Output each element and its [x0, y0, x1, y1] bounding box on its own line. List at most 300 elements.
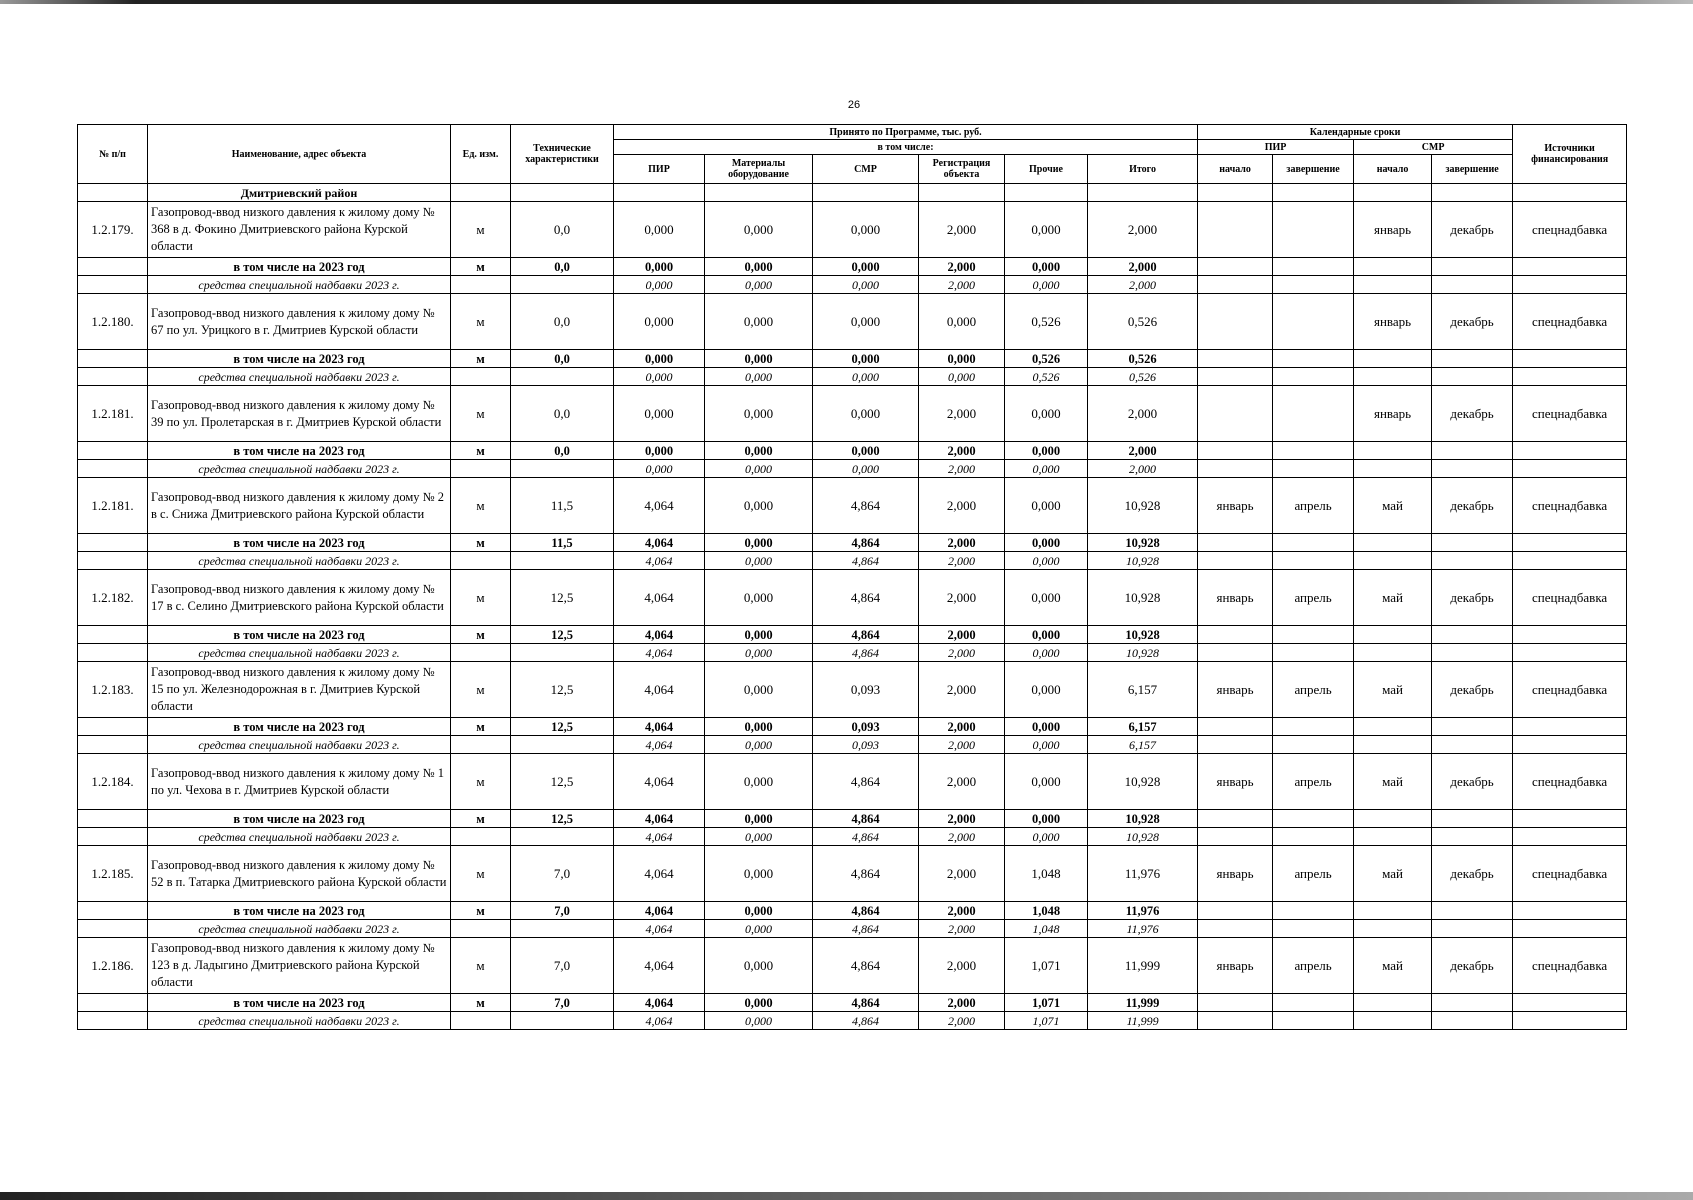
other-value: 1,048: [1005, 920, 1088, 938]
unit: м: [451, 626, 511, 644]
empty-cell: [451, 828, 511, 846]
registration-value: 2,000: [919, 442, 1005, 460]
empty-cell: [1354, 460, 1432, 478]
empty-cell: [1513, 736, 1627, 754]
row-number: 1.2.183.: [78, 662, 148, 718]
materials-value: 0,000: [705, 258, 813, 276]
pir-value: 4,064: [614, 754, 705, 810]
empty-cell: [451, 1012, 511, 1030]
empty-cell: [1432, 368, 1513, 386]
unit: м: [451, 350, 511, 368]
empty-cell: [1432, 828, 1513, 846]
total-value: 11,976: [1088, 846, 1198, 902]
unit: м: [451, 442, 511, 460]
smr-start: май: [1354, 938, 1432, 994]
special-funds-label: средства специальной надбавки 2023 г.: [148, 368, 451, 386]
header-cal-pir: ПИР: [1198, 140, 1354, 155]
pir-end: апрель: [1273, 846, 1354, 902]
header-including: в том числе:: [614, 140, 1198, 155]
tech-value: 12,5: [511, 718, 614, 736]
pir-value: 4,064: [614, 1012, 705, 1030]
empty-cell: [1513, 460, 1627, 478]
object-name: Газопровод-ввод низкого давления к жилому дому № 2 в с. Снижа Дмитриевского района Курской области: [148, 478, 451, 534]
empty-cell: [1273, 736, 1354, 754]
total-value: 2,000: [1088, 258, 1198, 276]
empty-cell: [78, 442, 148, 460]
empty-cell: [1432, 1012, 1513, 1030]
registration-value: 2,000: [919, 736, 1005, 754]
special-funds-label: средства специальной надбавки 2023 г.: [148, 828, 451, 846]
smr-value: 0,000: [813, 368, 919, 386]
tech-value: 0,0: [511, 442, 614, 460]
total-value: 10,928: [1088, 644, 1198, 662]
empty-cell: [78, 736, 148, 754]
empty-cell: [1198, 718, 1273, 736]
smr-value: 0,000: [813, 202, 919, 258]
empty-cell: [451, 644, 511, 662]
subtotal-label: в том числе на 2023 год: [148, 902, 451, 920]
tech-value: 0,0: [511, 294, 614, 350]
smr-value: 4,864: [813, 846, 919, 902]
other-value: 0,526: [1005, 350, 1088, 368]
empty-cell: [1432, 534, 1513, 552]
other-value: 0,000: [1005, 258, 1088, 276]
materials-value: 0,000: [705, 902, 813, 920]
smr-end: декабрь: [1432, 938, 1513, 994]
smr-start: январь: [1354, 294, 1432, 350]
empty-cell: [1354, 736, 1432, 754]
table-row: [78, 294, 1627, 350]
empty-cell: [1273, 644, 1354, 662]
smr-end: декабрь: [1432, 662, 1513, 718]
year-subtotal-row: [78, 350, 1627, 368]
empty-cell: [1273, 276, 1354, 294]
special-funds-label: средства специальной надбавки 2023 г.: [148, 920, 451, 938]
registration-value: 2,000: [919, 828, 1005, 846]
row-number: 1.2.186.: [78, 938, 148, 994]
empty-cell: [1432, 736, 1513, 754]
pir-value: 0,000: [614, 202, 705, 258]
registration-value: 2,000: [919, 994, 1005, 1012]
empty-cell: [1273, 534, 1354, 552]
page-number: 26: [847, 99, 861, 111]
funding-source: спецнадбавка: [1513, 846, 1627, 902]
empty-cell: [1354, 902, 1432, 920]
header-unit: Ед. изм.: [451, 125, 511, 184]
registration-value: 2,000: [919, 534, 1005, 552]
total-value: 11,999: [1088, 1012, 1198, 1030]
empty-cell: [1198, 552, 1273, 570]
empty-cell: [1198, 442, 1273, 460]
materials-value: 0,000: [705, 534, 813, 552]
empty-cell: [1513, 1012, 1627, 1030]
pir-start: [1198, 202, 1273, 258]
pir-value: 4,064: [614, 718, 705, 736]
total-value: 2,000: [1088, 460, 1198, 478]
empty-cell: [1273, 552, 1354, 570]
empty-cell: [1513, 994, 1627, 1012]
empty-cell: [1354, 718, 1432, 736]
header-name: Наименование, адрес объекта: [148, 125, 451, 184]
empty-cell: [78, 902, 148, 920]
row-number: 1.2.181.: [78, 478, 148, 534]
empty-cell: [1354, 258, 1432, 276]
empty-cell: [1513, 258, 1627, 276]
empty-cell: [1273, 1012, 1354, 1030]
special-funds-row: [78, 1012, 1627, 1030]
empty-cell: [1513, 442, 1627, 460]
smr-start: январь: [1354, 386, 1432, 442]
unit: м: [451, 294, 511, 350]
empty-cell: [1432, 276, 1513, 294]
smr-start: май: [1354, 662, 1432, 718]
empty-cell: [1513, 902, 1627, 920]
pir-value: 0,000: [614, 386, 705, 442]
empty-cell: [1273, 368, 1354, 386]
year-subtotal-row: [78, 442, 1627, 460]
empty-cell: [1432, 810, 1513, 828]
table-body: [78, 184, 1627, 1030]
materials-value: 0,000: [705, 626, 813, 644]
materials-value: 0,000: [705, 846, 813, 902]
row-number: 1.2.181.: [78, 386, 148, 442]
total-value: 11,999: [1088, 938, 1198, 994]
empty-cell: [1198, 350, 1273, 368]
tech-value: 0,0: [511, 258, 614, 276]
special-funds-row: [78, 828, 1627, 846]
other-value: 0,526: [1005, 368, 1088, 386]
table-row: [78, 938, 1627, 994]
materials-value: 0,000: [705, 920, 813, 938]
registration-value: 2,000: [919, 902, 1005, 920]
empty-cell: [1198, 902, 1273, 920]
materials-value: 0,000: [705, 368, 813, 386]
materials-value: 0,000: [705, 442, 813, 460]
pir-end: апрель: [1273, 662, 1354, 718]
empty-cell: [1354, 442, 1432, 460]
empty-cell: [1432, 902, 1513, 920]
other-value: 0,000: [1005, 534, 1088, 552]
total-value: 11,999: [1088, 994, 1198, 1012]
materials-value: 0,000: [705, 736, 813, 754]
empty-cell: [1354, 828, 1432, 846]
empty-cell: [78, 994, 148, 1012]
total-value: 10,928: [1088, 626, 1198, 644]
subtotal-label: в том числе на 2023 год: [148, 350, 451, 368]
empty-cell: [1198, 994, 1273, 1012]
empty-cell: [1513, 276, 1627, 294]
table-row: [78, 662, 1627, 718]
total-value: 6,157: [1088, 736, 1198, 754]
object-name: Газопровод-ввод низкого давления к жилому дому № 52 в п. Татарка Дмитриевского района Курской области: [148, 846, 451, 902]
subtotal-label: в том числе на 2023 год: [148, 810, 451, 828]
table-row: [78, 754, 1627, 810]
pir-end: [1273, 294, 1354, 350]
empty-cell: [1354, 552, 1432, 570]
registration-value: 2,000: [919, 644, 1005, 662]
empty-cell: [1198, 828, 1273, 846]
registration-value: 2,000: [919, 460, 1005, 478]
unit: м: [451, 810, 511, 828]
total-value: 2,000: [1088, 442, 1198, 460]
unit: м: [451, 662, 511, 718]
tech-value: 12,5: [511, 754, 614, 810]
special-funds-label: средства специальной надбавки 2023 г.: [148, 460, 451, 478]
total-value: 0,526: [1088, 368, 1198, 386]
other-value: 0,000: [1005, 386, 1088, 442]
subtotal-label: в том числе на 2023 год: [148, 994, 451, 1012]
empty-cell: [78, 276, 148, 294]
row-number: 1.2.182.: [78, 570, 148, 626]
table-row: [78, 386, 1627, 442]
empty-cell: [511, 1012, 614, 1030]
materials-value: 0,000: [705, 294, 813, 350]
empty-cell: [1273, 920, 1354, 938]
smr-value: 4,864: [813, 828, 919, 846]
header-cal-smr: СМР: [1354, 140, 1513, 155]
smr-value: 4,864: [813, 478, 919, 534]
tech-value: 12,5: [511, 570, 614, 626]
smr-value: 4,864: [813, 754, 919, 810]
empty-cell: [1513, 920, 1627, 938]
smr-end: декабрь: [1432, 570, 1513, 626]
registration-value: 2,000: [919, 478, 1005, 534]
tech-value: 12,5: [511, 810, 614, 828]
smr-value: 4,864: [813, 570, 919, 626]
total-value: 6,157: [1088, 718, 1198, 736]
smr-end: декабрь: [1432, 202, 1513, 258]
materials-value: 0,000: [705, 478, 813, 534]
special-funds-label: средства специальной надбавки 2023 г.: [148, 552, 451, 570]
registration-value: 2,000: [919, 202, 1005, 258]
empty-cell: [451, 276, 511, 294]
object-name: Газопровод-ввод низкого давления к жилому дому № 15 по ул. Железнодорожная в г. Дмитриев Курской области: [148, 662, 451, 718]
empty-cell: [1432, 258, 1513, 276]
empty-cell: [78, 828, 148, 846]
smr-value: 0,000: [813, 276, 919, 294]
empty-cell: [1198, 736, 1273, 754]
empty-cell: [1354, 644, 1432, 662]
materials-value: 0,000: [705, 718, 813, 736]
other-value: 0,000: [1005, 626, 1088, 644]
unit: м: [451, 846, 511, 902]
materials-value: 0,000: [705, 828, 813, 846]
tech-value: 12,5: [511, 626, 614, 644]
registration-value: 2,000: [919, 386, 1005, 442]
year-subtotal-row: [78, 626, 1627, 644]
empty-cell: [511, 920, 614, 938]
registration-value: 2,000: [919, 938, 1005, 994]
empty-cell: [1273, 626, 1354, 644]
table-row: [78, 478, 1627, 534]
special-funds-row: [78, 644, 1627, 662]
tech-value: 0,0: [511, 386, 614, 442]
registration-value: 2,000: [919, 718, 1005, 736]
registration-value: 2,000: [919, 258, 1005, 276]
materials-value: 0,000: [705, 662, 813, 718]
total-value: 11,976: [1088, 920, 1198, 938]
tech-value: 0,0: [511, 202, 614, 258]
empty-cell: [78, 534, 148, 552]
unit: м: [451, 478, 511, 534]
pir-start: январь: [1198, 478, 1273, 534]
other-value: 0,000: [1005, 570, 1088, 626]
funding-source: спецнадбавка: [1513, 478, 1627, 534]
total-value: 10,928: [1088, 754, 1198, 810]
empty-cell: [1198, 534, 1273, 552]
empty-cell: [78, 920, 148, 938]
materials-value: 0,000: [705, 202, 813, 258]
pir-value: 4,064: [614, 626, 705, 644]
smr-value: 4,864: [813, 902, 919, 920]
other-value: 0,000: [1005, 442, 1088, 460]
year-subtotal-row: [78, 902, 1627, 920]
registration-value: 2,000: [919, 754, 1005, 810]
pir-value: 4,064: [614, 552, 705, 570]
pir-value: 4,064: [614, 736, 705, 754]
smr-end: декабрь: [1432, 846, 1513, 902]
tech-value: 7,0: [511, 846, 614, 902]
special-funds-label: средства специальной надбавки 2023 г.: [148, 1012, 451, 1030]
other-value: 1,071: [1005, 994, 1088, 1012]
header-accepted: Принято по Программе, тыс. руб.: [614, 125, 1198, 140]
pir-end: [1273, 202, 1354, 258]
empty-cell: [1198, 810, 1273, 828]
pir-start: январь: [1198, 570, 1273, 626]
header-calendar: Календарные сроки: [1198, 125, 1513, 140]
empty-cell: [1198, 258, 1273, 276]
unit: м: [451, 258, 511, 276]
total-value: 10,928: [1088, 552, 1198, 570]
empty-cell: [451, 460, 511, 478]
empty-cell: [78, 810, 148, 828]
materials-value: 0,000: [705, 994, 813, 1012]
header-tech: Технические характеристики: [511, 125, 614, 184]
registration-value: 2,000: [919, 570, 1005, 626]
empty-cell: [1432, 460, 1513, 478]
total-value: 6,157: [1088, 662, 1198, 718]
empty-cell: [451, 920, 511, 938]
unit: м: [451, 718, 511, 736]
empty-cell: [78, 1012, 148, 1030]
other-value: 1,071: [1005, 1012, 1088, 1030]
other-value: 0,000: [1005, 828, 1088, 846]
empty-cell: [1273, 994, 1354, 1012]
smr-value: 4,864: [813, 626, 919, 644]
header-pir: ПИР: [614, 155, 705, 184]
header-num: № п/п: [78, 125, 148, 184]
other-value: 0,000: [1005, 478, 1088, 534]
registration-value: 2,000: [919, 552, 1005, 570]
smr-end: декабрь: [1432, 386, 1513, 442]
row-number: 1.2.184.: [78, 754, 148, 810]
empty-cell: [1273, 718, 1354, 736]
pir-value: 4,064: [614, 994, 705, 1012]
empty-cell: [1513, 828, 1627, 846]
header-sources: Источники финансирования: [1513, 125, 1627, 184]
special-funds-label: средства специальной надбавки 2023 г.: [148, 276, 451, 294]
funding-source: спецнадбавка: [1513, 754, 1627, 810]
pir-value: 0,000: [614, 276, 705, 294]
other-value: 0,526: [1005, 294, 1088, 350]
funding-source: спецнадбавка: [1513, 202, 1627, 258]
empty-cell: [78, 258, 148, 276]
pir-end: [1273, 386, 1354, 442]
empty-cell: [1513, 534, 1627, 552]
funding-source: спецнадбавка: [1513, 570, 1627, 626]
total-value: 10,928: [1088, 828, 1198, 846]
total-value: 10,928: [1088, 810, 1198, 828]
materials-value: 0,000: [705, 386, 813, 442]
special-funds-row: [78, 920, 1627, 938]
unit: м: [451, 994, 511, 1012]
total-value: 2,000: [1088, 276, 1198, 294]
pir-value: 0,000: [614, 368, 705, 386]
empty-cell: [1513, 644, 1627, 662]
materials-value: 0,000: [705, 1012, 813, 1030]
funding-source: спецнадбавка: [1513, 662, 1627, 718]
empty-cell: [511, 460, 614, 478]
scan-edge-bottom: [0, 1192, 1693, 1200]
special-funds-row: [78, 552, 1627, 570]
table-row: [78, 202, 1627, 258]
smr-start: май: [1354, 478, 1432, 534]
header-total: Итого: [1088, 155, 1198, 184]
empty-cell: [1273, 350, 1354, 368]
pir-value: 4,064: [614, 938, 705, 994]
smr-start: январь: [1354, 202, 1432, 258]
smr-value: 4,864: [813, 994, 919, 1012]
smr-value: 4,864: [813, 552, 919, 570]
program-table: [77, 124, 1627, 1030]
materials-value: 0,000: [705, 552, 813, 570]
total-value: 10,928: [1088, 478, 1198, 534]
tech-value: 12,5: [511, 662, 614, 718]
empty-cell: [1354, 534, 1432, 552]
other-value: 1,071: [1005, 938, 1088, 994]
empty-cell: [1198, 368, 1273, 386]
special-funds-row: [78, 368, 1627, 386]
total-value: 10,928: [1088, 570, 1198, 626]
tech-value: 7,0: [511, 938, 614, 994]
scan-edge-top: [0, 0, 1693, 4]
header-smr: СМР: [813, 155, 919, 184]
year-subtotal-row: [78, 994, 1627, 1012]
total-value: 2,000: [1088, 386, 1198, 442]
registration-value: 2,000: [919, 626, 1005, 644]
pir-end: апрель: [1273, 570, 1354, 626]
empty-cell: [1432, 552, 1513, 570]
other-value: 0,000: [1005, 460, 1088, 478]
empty-cell: [78, 350, 148, 368]
pir-start: январь: [1198, 846, 1273, 902]
pir-value: 4,064: [614, 920, 705, 938]
pir-end: апрель: [1273, 754, 1354, 810]
empty-cell: [1432, 644, 1513, 662]
pir-value: 4,064: [614, 810, 705, 828]
pir-start: [1198, 386, 1273, 442]
other-value: 0,000: [1005, 754, 1088, 810]
other-value: 0,000: [1005, 552, 1088, 570]
other-value: 1,048: [1005, 846, 1088, 902]
empty-cell: [1354, 920, 1432, 938]
materials-value: 0,000: [705, 460, 813, 478]
empty-cell: [1432, 994, 1513, 1012]
smr-value: 4,864: [813, 644, 919, 662]
materials-value: 0,000: [705, 350, 813, 368]
header-pir-start: начало: [1198, 155, 1273, 184]
empty-cell: [451, 368, 511, 386]
